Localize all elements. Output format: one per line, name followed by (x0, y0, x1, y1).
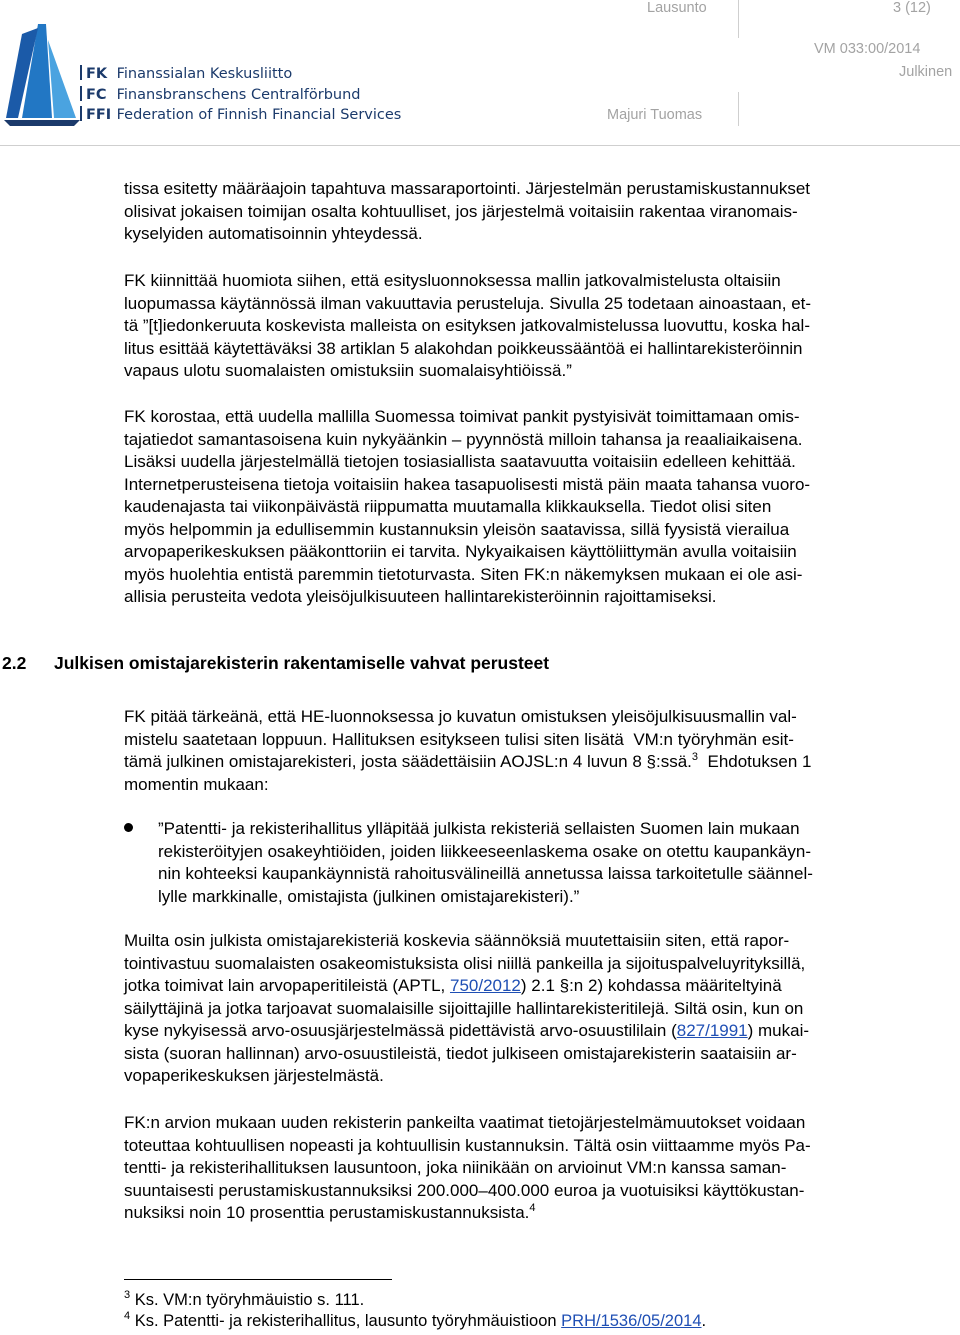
bullet-icon (124, 823, 133, 832)
text-line: tä ”[t]iedonkeruuta koskevista malleista on esityksen jatkovalmistelussa luovuttu, koska hal- (124, 316, 810, 335)
text-line: FK:n arvion mukaan uuden rekisterin pankeilta vaatimat tietojärjestelmämuutokset voidaan (124, 1113, 806, 1132)
text-line: toteuttaa kohtuullisen nopeasti ja kohtuullisin kustannuksin. Tältä osin viittaamme myös Pa- (124, 1135, 811, 1155)
text-line: ”Patentti- ja rekisterihallitus ylläpitää julkista rekisteriä sellaisten Suomen lain mukaan (158, 819, 800, 838)
logo-name: Finansbranschens Centralförbund (116, 86, 361, 103)
text-line: kyselyiden automatisoinnin yhteydessä. (124, 224, 423, 243)
header-divider (738, 92, 739, 126)
text-line: nin kohteeksi kaupankäynnistä rahoitusvälineillä annetussa laissa tarkoitetulle säännel- (158, 864, 813, 883)
text-line: FK korostaa, että uudella mallilla Suomessa toimivat pankit pystyisivät toimittamaan omis- (124, 407, 800, 426)
logo-name: Finanssialan Keskusliitto (116, 66, 293, 82)
text-line: suuntaisesti perustamiskustannuksiksi 200.000–400.000 euroa ja vuotuisiksi käyttökustan- (124, 1180, 805, 1200)
classification: Julkinen (899, 64, 953, 80)
logo-abbr: FK (86, 66, 108, 82)
text-line: säilyttäjinä ja jotka tarjoavat suomalaisille sijoittajille hallintarekisteritilejä. Siltä osin, kun on (124, 998, 804, 1018)
footnote (124, 1311, 706, 1331)
page-number: 3 (12) (893, 0, 931, 16)
text-line: mistelu saatetaan loppuun. Hallituksen esitykseen tulisi siten lisätä VM:n työryhmän esit- (124, 729, 794, 749)
footnote-text: . (701, 1312, 707, 1330)
doc-type: Lausunto (647, 0, 707, 16)
text-line: FK pitää tärkeänä, että HE-luonnoksessa jo kuvatun omistuksen yleisöjulkisuusmallin val- (124, 707, 797, 726)
header-divider (738, 0, 739, 38)
footnote-ref[interactable]: 4 (529, 1202, 536, 1214)
text-line: litus esittää käytettäväksi 38 artiklan 5 alakohdan poikkeussääntöä ei hallintarekisteröinnin (124, 338, 803, 358)
text-line: Ehdotuksen 1 (698, 752, 812, 771)
footnote-text: Ks. VM:n työryhmäuistio s. 111. (130, 1291, 365, 1309)
text-line: tissa esitetty määräajoin tapahtuva massaraportointi. Järjestelmän perustamiskustannukset (124, 179, 811, 198)
text-line: lylle markkinalle, omistajista (julkinen omistajarekisteri).” (158, 886, 580, 906)
footnote-rule (124, 1279, 392, 1280)
header-rule (0, 145, 960, 146)
logo-abbr: FFI (86, 107, 112, 123)
reference-number: VM 033:00/2014 (814, 41, 921, 57)
text-line: luopumassa käytännössä ilman vakuuttavia perusteluja. Sivulla 25 todetaan ainoastaan, et- (124, 293, 812, 313)
logo (0, 18, 400, 133)
paragraph (124, 1112, 960, 1225)
text-line: kyse nykyisessä arvo-osuusjärjestelmässä pidettävistä arvo-osuustililain ( (124, 1021, 677, 1040)
text-line: tointivastuu suomalaisten osakeomistuksista olisi niillä pankeilla ja sijoituspalveluyrityksillä, (124, 953, 806, 973)
text-line: momentin mukaan: (124, 774, 269, 794)
text-line: myös huolehtia entistä paremmin tietoturvasta. Siten FK:n näkemyksen mukaan ei ole asi- (124, 564, 803, 584)
author: Majuri Tuomas (607, 107, 703, 123)
logo-name: Federation of Finnish Financial Services (116, 107, 402, 123)
footnote-ref[interactable]: 3 (691, 751, 699, 763)
footnote-number: 4 (124, 1310, 131, 1322)
section-number: 2.2 (2, 653, 27, 673)
text-line: rekisteröityjen osakeyhtiöiden, joiden liikkeeseenlaskema osake on otettu kaupankäyn- (158, 841, 811, 861)
text-line: ) 2.1 §:n 2) kohdassa määriteltyinä (520, 976, 782, 995)
logo-abbr: FC (86, 86, 107, 103)
text-line: ) mukai- (747, 1021, 810, 1040)
paragraph (124, 270, 960, 383)
paragraph (124, 178, 960, 246)
text-line: vapaus ulotu suomalaisten omistuksiin suomalaisyhtiöissä.” (124, 361, 572, 380)
prh-link[interactable]: PRH/1536/05/2014 (561, 1312, 702, 1330)
text-line: olisivat jokaisen toimijan osalta kohtuulliset, jos järjestelmä voitaisiin rakentaa viranomais- (124, 201, 798, 221)
fk-sail-logo-icon (2, 22, 82, 126)
text-line: kaudenajasta tai viikonpäivästä riippumatta muutamalla klikkauksella. Tiedot olisi siten (124, 497, 772, 516)
text-line: arvopaperikeskuksen pääkonttoriin ei tarvita. Nykyaikaisen käyttöliittymän avulla voitaisiin (124, 542, 797, 561)
text-line: Lisäksi uudella järjestelmällä tietojen tosiasiallista saatavuutta voitaisiin edelleen kehittää. (124, 452, 796, 471)
text-line: tajatiedot samantasoisena kuin nykyäänkin – pyynnöstä milloin tahansa ja reaaliaikaisena. (124, 429, 803, 449)
text-line: jotka toimivat lain arvopaperitileistä (APTL, (124, 976, 450, 995)
footnote (124, 1290, 364, 1310)
law-link-827-1991[interactable]: 827/1991 (676, 1021, 748, 1040)
paragraph (124, 406, 960, 609)
footnote-number: 3 (124, 1289, 131, 1301)
text-line: sista (suoran hallinnan) arvo-osuustileistä, tiedot julkiseen omistajarekisterin saataisiin ar- (124, 1043, 797, 1063)
footnote-text: Ks. Patentti- ja rekisterihallitus, lausunto työryhmäuistioon (130, 1312, 562, 1330)
text-line: vopaperikeskuksen järjestelmästä. (124, 1066, 384, 1085)
text-line: FK kiinnittää huomiota siihen, että esitysluonnoksessa mallin jatkovalmistelusta oltaisiin (124, 271, 781, 290)
text-line: tämä julkinen omistajarekisteri, josta säädettäisiin AOJSL:n 4 luvun 8 §:ssä. (124, 752, 692, 771)
text-line: nuksiksi noin 10 prosenttia perustamiskustannuksista. (124, 1203, 530, 1222)
text-line: allisia perusteita vedota yleisöjulkisuuteen hallintarekisteröinnin rajoittamiseksi. (124, 587, 717, 606)
text-line: tentti- ja rekisterihallituksen lausuntoon, joka niinikään on arvioinut VM:n kanssa saman- (124, 1158, 787, 1177)
text-line: Muilta osin julkista omistajarekisteriä koskevia säännöksiä muutettaisiin siten, että rapor- (124, 931, 790, 950)
paragraph (124, 706, 960, 796)
law-link-750-2012[interactable]: 750/2012 (449, 976, 521, 995)
section-title: Julkisen omistajarekisterin rakentamiselle vahvat perusteet (54, 653, 550, 673)
text-line: Internetperusteisena tietoja voitaisiin hakea tasapuolisesti mistä päin maata tahansa vuoro- (124, 474, 811, 494)
quote (158, 818, 958, 908)
text-line: myös helpommin ja edullisemmin kustannuksin yleisön saatavissa, sillä fyysistä vierailua (124, 519, 790, 539)
paragraph (124, 930, 960, 1088)
